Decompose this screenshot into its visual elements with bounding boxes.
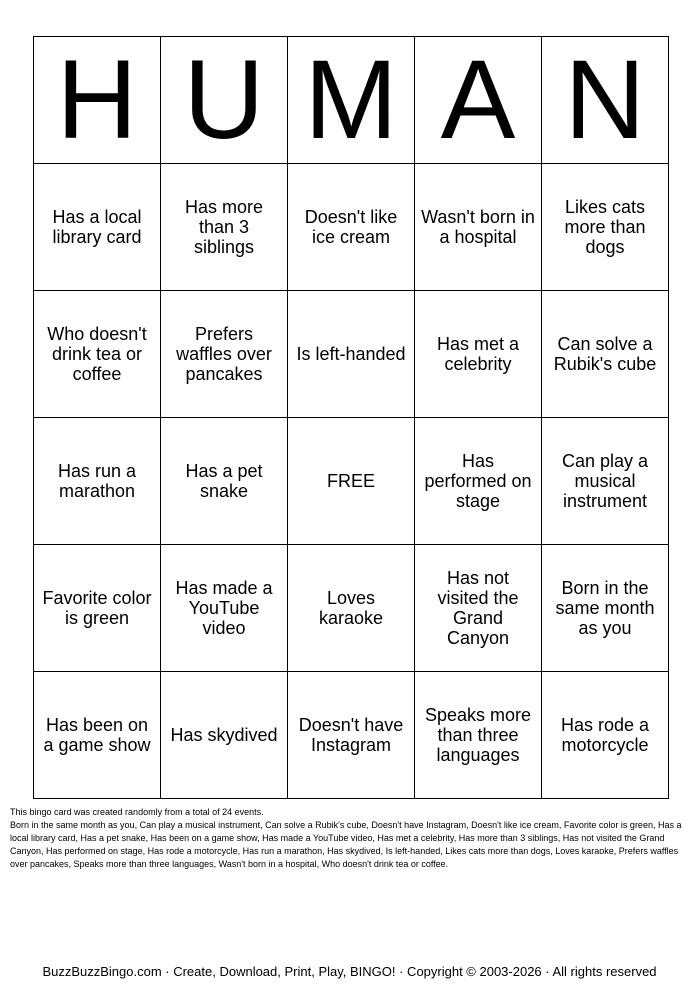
bingo-cell: Prefers waffles over pancakes xyxy=(161,291,288,418)
bingo-cell: Has been on a game show xyxy=(34,672,161,799)
free-space-cell: FREE xyxy=(288,418,415,545)
bingo-cell: Doesn't like ice cream xyxy=(288,164,415,291)
bingo-cell: Has met a celebrity xyxy=(415,291,542,418)
bingo-cell: Who doesn't drink tea or coffee xyxy=(34,291,161,418)
bingo-cell: Can play a musical instrument xyxy=(542,418,669,545)
bingo-cell: Has more than 3 siblings xyxy=(161,164,288,291)
bingo-cell: Favorite color is green xyxy=(34,545,161,672)
bingo-cell: Has made a YouTube video xyxy=(161,545,288,672)
header-letter: M xyxy=(288,37,415,164)
bingo-cell: Has run a marathon xyxy=(34,418,161,545)
header-letter: U xyxy=(161,37,288,164)
bingo-cell: Born in the same month as you xyxy=(542,545,669,672)
bingo-cell: Wasn't born in a hospital xyxy=(415,164,542,291)
header-letter: A xyxy=(415,37,542,164)
bingo-row xyxy=(34,418,669,545)
bingo-card xyxy=(33,36,669,799)
copyright-footer: BuzzBuzzBingo.com · Create, Download, Print, Play, BINGO! · Copyright © 2003-2026 · All rights reserved xyxy=(42,964,657,979)
bingo-cell: Has not visited the Grand Canyon xyxy=(415,545,542,672)
note-intro: This bingo card was created randomly from a total of 24 events. xyxy=(10,807,264,817)
header-letter: N xyxy=(542,37,669,164)
bingo-row xyxy=(34,545,669,672)
bingo-cell: Has performed on stage xyxy=(415,418,542,545)
event-list-note xyxy=(10,806,690,871)
bingo-row xyxy=(34,672,669,799)
bingo-cell: Has a pet snake xyxy=(161,418,288,545)
bingo-row xyxy=(34,291,669,418)
bingo-cell: Has a local library card xyxy=(34,164,161,291)
bingo-cell: Can solve a Rubik's cube xyxy=(542,291,669,418)
bingo-cell: Doesn't have Instagram xyxy=(288,672,415,799)
bingo-cell: Speaks more than three languages xyxy=(415,672,542,799)
note-events: Born in the same month as you, Can play a musical instrument, Can solve a Rubik's cube, Doesn't have Instagram, Doesn't like ice cream, Favorite color is green, Has a local library card, Has a pet snake, Has been on a game show, Has made a YouTube video, Has met a celebrity, Has more than 3 siblings, Has not visited the Grand Canyon, Has performed on stage, Has rode a motorcycle, Has run a marathon, Has skydived, Is left-handed, Likes cats more than dogs, Loves karaoke, Prefers waffles over pancakes, Speaks more than three languages, Wasn't born in a hospital, Who doesn't drink tea or coffee. xyxy=(10,820,682,869)
bingo-row xyxy=(34,164,669,291)
header-row xyxy=(34,37,669,164)
bingo-cell: Loves karaoke xyxy=(288,545,415,672)
header-letter: H xyxy=(34,37,161,164)
bingo-cell: Is left-handed xyxy=(288,291,415,418)
bingo-cell: Has rode a motorcycle xyxy=(542,672,669,799)
bingo-cell: Likes cats more than dogs xyxy=(542,164,669,291)
bingo-cell: Has skydived xyxy=(161,672,288,799)
